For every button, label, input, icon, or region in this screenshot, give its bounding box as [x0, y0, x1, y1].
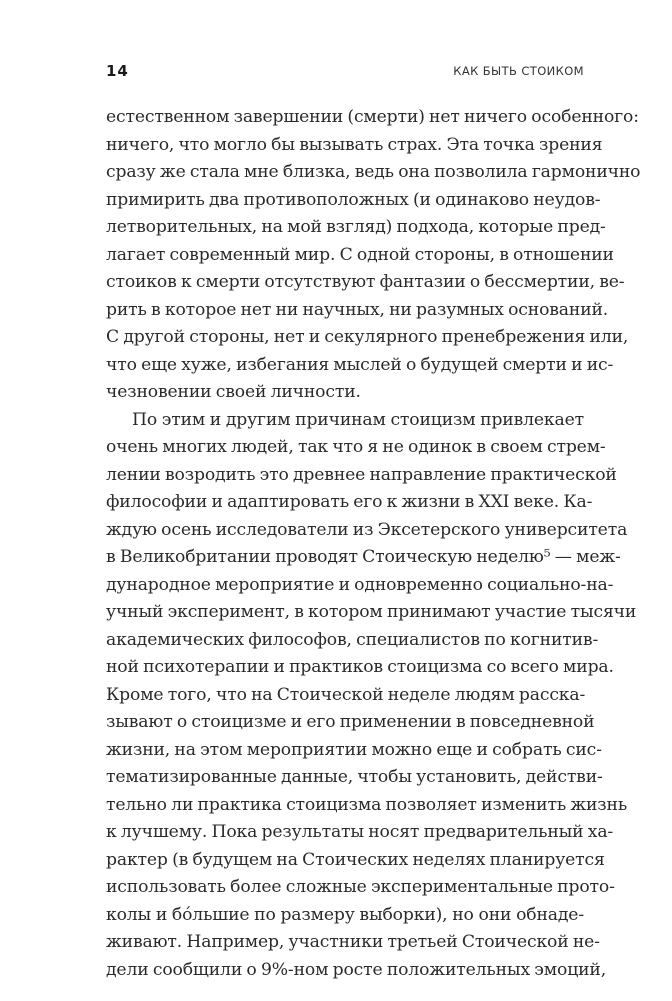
page-number: 14 [106, 62, 129, 80]
text-line: чезновении своей личности. [106, 382, 361, 402]
text-line: рить в которое нет ни научных, ни разумных оснований. [106, 299, 609, 320]
text-line: ничего, что могло бы вызывать страх. Эта точка зрения [106, 134, 603, 155]
text-line: естественном завершении (смерти) нет ничего особенного: [106, 107, 639, 127]
text-line: С другой стороны, нет и секулярного пренебрежения или, [106, 327, 629, 347]
text-line: лении возродить это древнее направление практической [106, 464, 617, 485]
text-line: тематизированные данные, чтобы установить, действи- [106, 767, 603, 787]
text-line: использовать более сложные экспериментальные прото- [106, 877, 615, 897]
text-line: в Великобритании проводят Стоическую неделю⁵ — меж- [106, 547, 621, 567]
text-line: дели сообщили о 9%-ном росте положительных эмоций, [106, 959, 607, 980]
text-line: очень многих людей, так что я не одинок в своем стрем- [106, 437, 606, 457]
text-line: философии и адаптировать его к жизни в XXI веке. Ка- [106, 492, 593, 512]
text-line: академических философов, специалистов по когнитив- [106, 629, 599, 650]
body-text [106, 104, 641, 984]
text-line: зывают о стоицизме и его применении в повседневной [106, 712, 595, 732]
text-line: тельно ли практика стоицизма позволяет изменить жизнь [106, 794, 628, 815]
text-line: живают. Например, участники третьей Стоической не- [106, 932, 600, 952]
text-line: Кроме того, что на Стоической неделе людям расска- [106, 684, 586, 705]
text-line: летворительных, на мой взгляд) подхода, которые пред- [106, 217, 606, 237]
text-line: учный эксперимент, в котором принимают участие тысячи [106, 602, 637, 622]
text-line: лагает современный мир. С одной стороны, в отношении [106, 244, 614, 265]
text-line: дународное мероприятие и одновременно социально-на- [106, 574, 614, 595]
text-line: ждую осень исследователи из Эксетерского университета [106, 519, 628, 540]
text-line: сразу же стала мне близка, ведь она позволила гармонично [106, 162, 641, 182]
text-line: рактер (в будущем на Стоических неделях планируется [106, 849, 605, 870]
text-line: стоиков к смерти отсутствуют фантазии о бессмертии, ве- [106, 272, 625, 292]
page-header [106, 62, 584, 86]
text-line: колы и бóльшие по размеру выборки), но они обнаде- [106, 904, 584, 925]
text-line: что еще хуже, избегания мыслей о будущей смерти и ис- [106, 354, 614, 375]
text-line: к лучшему. Пока результаты носят предварительный ха- [106, 822, 614, 842]
paragraph-start-line: По этим и другим причинам стоицизм привлекает [132, 409, 584, 430]
text-line: ной психотерапии и практиков стоицизма со всего мира. [106, 657, 614, 677]
text-line: жизни, на этом мероприятии можно еще и собрать сис- [106, 739, 602, 760]
text-line: примирить два противоположных (и одинаково неудов- [106, 189, 601, 210]
running-title: КАК БЫТЬ СТОИКОМ [453, 64, 584, 78]
